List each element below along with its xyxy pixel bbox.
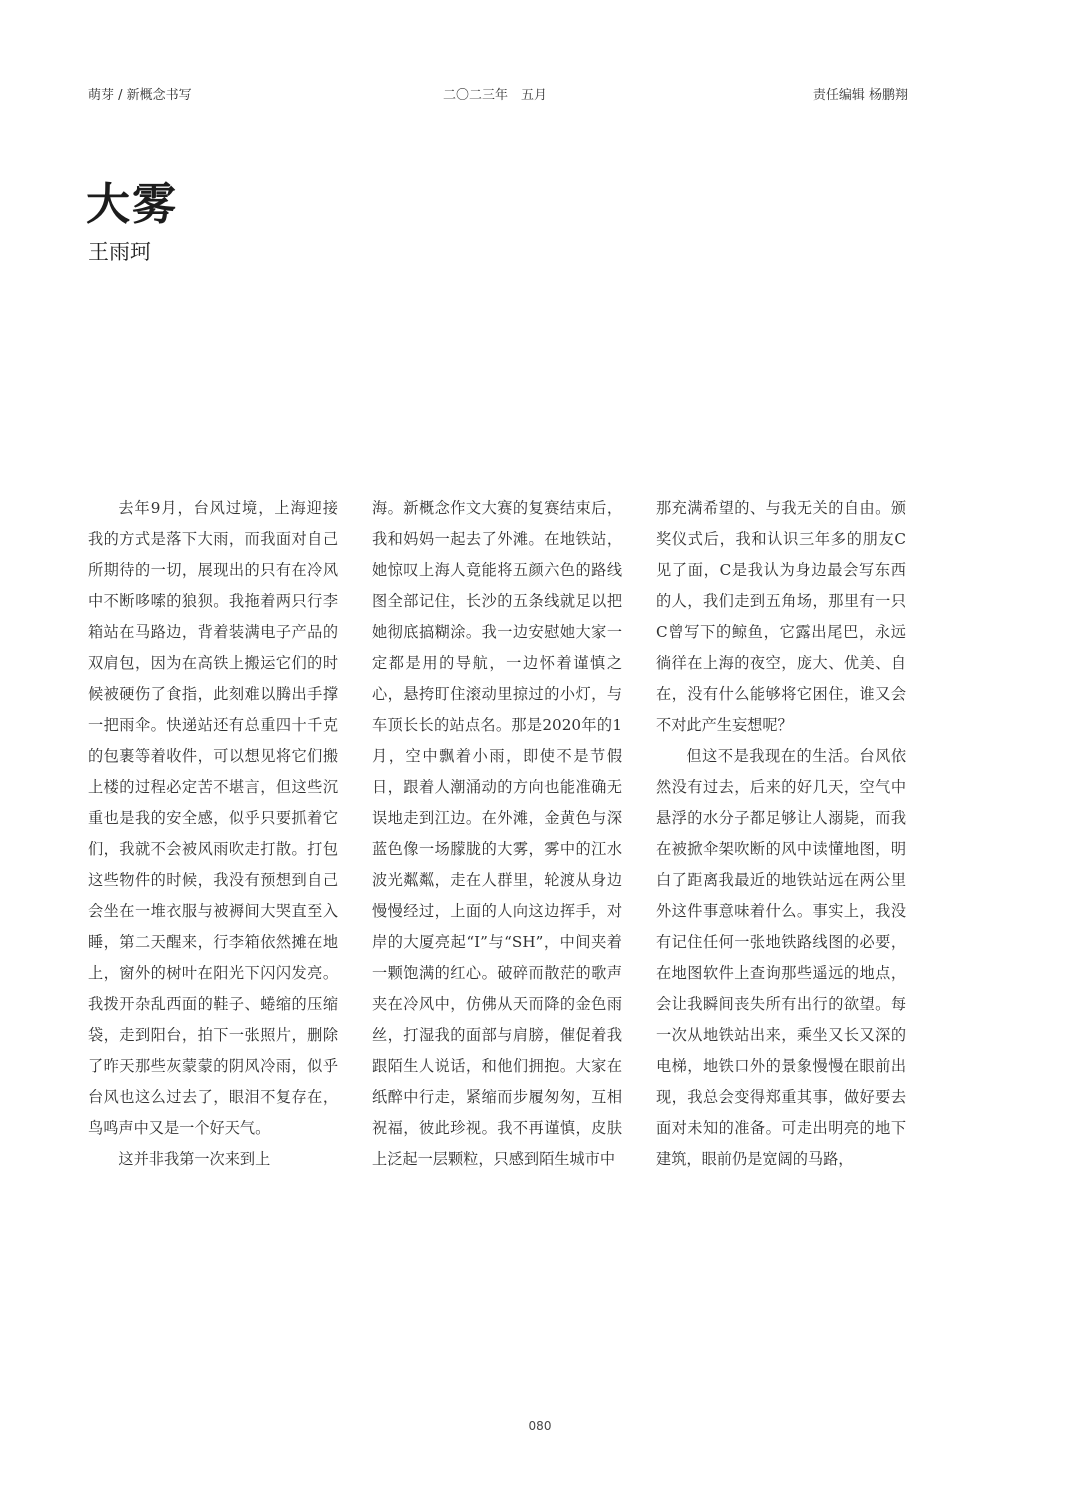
text-column-2: [372, 493, 622, 1175]
article-author: 王雨珂: [88, 240, 151, 264]
running-header: [88, 84, 908, 104]
article-title: 大雾: [86, 179, 178, 230]
section-label: 萌芽 / 新概念书写: [88, 88, 192, 103]
paragraph: 但这不是我现在的生活。台风依然没有过去，后来的好几天，空气中悬浮的水分子都足够让人溺毙，而我在被掀伞架吹断的风中读懂地图，明白了距离我最近的地铁站远在两公里外这件事意味着什么。事实上，我没有记住任何一张地铁路线图的必要，在地图软件上查询那些遥远的地点，会让我瞬间丧失所有出行的欲望。每一次从地铁站出来，乘坐又长又深的电梯，地铁口外的景象慢慢在眼前出现，我总会变得郑重其事，做好要去面对未知的准备。可走出明亮的地下建筑，眼前仍是宽阔的马路，: [656, 747, 906, 1168]
paragraph: 那充满希望的、与我无关的自由。颁奖仪式后，我和认识三年多的朋友C见了面，C是我认为身边最会写东西的人，我们走到五角场，那里有一只C曾写下的鲸鱼，它露出尾巴，永远徜徉在上海的夜空，庞大、优美、自在，没有什么能够将它困住，谁又会不对此产生妄想呢？: [656, 499, 906, 734]
page-number: 080: [528, 1419, 552, 1433]
paragraph: 这并非我第一次来到上: [118, 1150, 271, 1168]
text-column-3: [656, 493, 906, 1175]
issue-date: 二〇二三年 五月: [443, 88, 548, 103]
paragraph: 海。新概念作文大赛的复赛结束后，我和妈妈一起去了外滩。在地铁站，她惊叹上海人竟能将五颜六色的路线图全部记住，长沙的五条线就足以把她彻底搞糊涂。我一边安慰她大家一定都是用的导航，一边怀着谨慎之心，悬挎盯住滚动里掠过的小灯，与车顶长长的站点名。那是2020年的1月，空中飘着小雨，即使不是节假日，跟着人潮涌动的方向也能准确无误地走到江边。在外滩，金黄色与深蓝色像一场朦胧的大雾，雾中的江水波光粼粼，走在人群里，轮渡从身边慢慢经过，上面的人向这边挥手，对岸的大厦亮起“I”与“SH”，中间夹着一颗饱满的红心。破碎而散茫的歌声夹在冷风中，仿佛从天而降的金色雨丝，打湿我的面部与肩膀，催促着我跟陌生人说话，和他们拥抱。大家在纸醉中行走，紧缩而步履匆匆，互相祝福，彼此珍视。我不再谨慎，皮肤上泛起一层颗粒，只感到陌生城市中: [372, 499, 622, 1168]
editor-credit: 责任编辑 杨鹏翔: [812, 88, 908, 103]
paragraph: 去年9月，台风过境，上海迎接我的方式是落下大雨，而我面对自己所期待的一切，展现出的只有在冷风中不断哆嗦的狼狈。我拖着两只行李箱站在马路边，背着装满电子产品的双肩包，因为在高铁上搬运它们的时候被硬伤了食指，此刻难以腾出手撑一把雨伞。快递站还有总重四十千克的包裹等着收件，可以想见将它们搬上楼的过程必定苦不堪言，但这些沉重也是我的安全感，似乎只要抓着它们，我就不会被风雨吹走打散。打包这些物件的时候，我没有预想到自己会坐在一堆衣服与被褥间大哭直至入睡，第二天醒来，行李箱依然摊在地上，窗外的树叶在阳光下闪闪发亮。我拨开杂乱西面的鞋子、蜷缩的压缩袋，走到阳台，拍下一张照片，删除了昨天那些灰蒙蒙的阴风冷雨，似乎台风也这么过去了，眼泪不复存在，鸟鸣声中又是一个好天气。: [88, 499, 338, 1137]
text-column-1: [88, 493, 338, 1175]
